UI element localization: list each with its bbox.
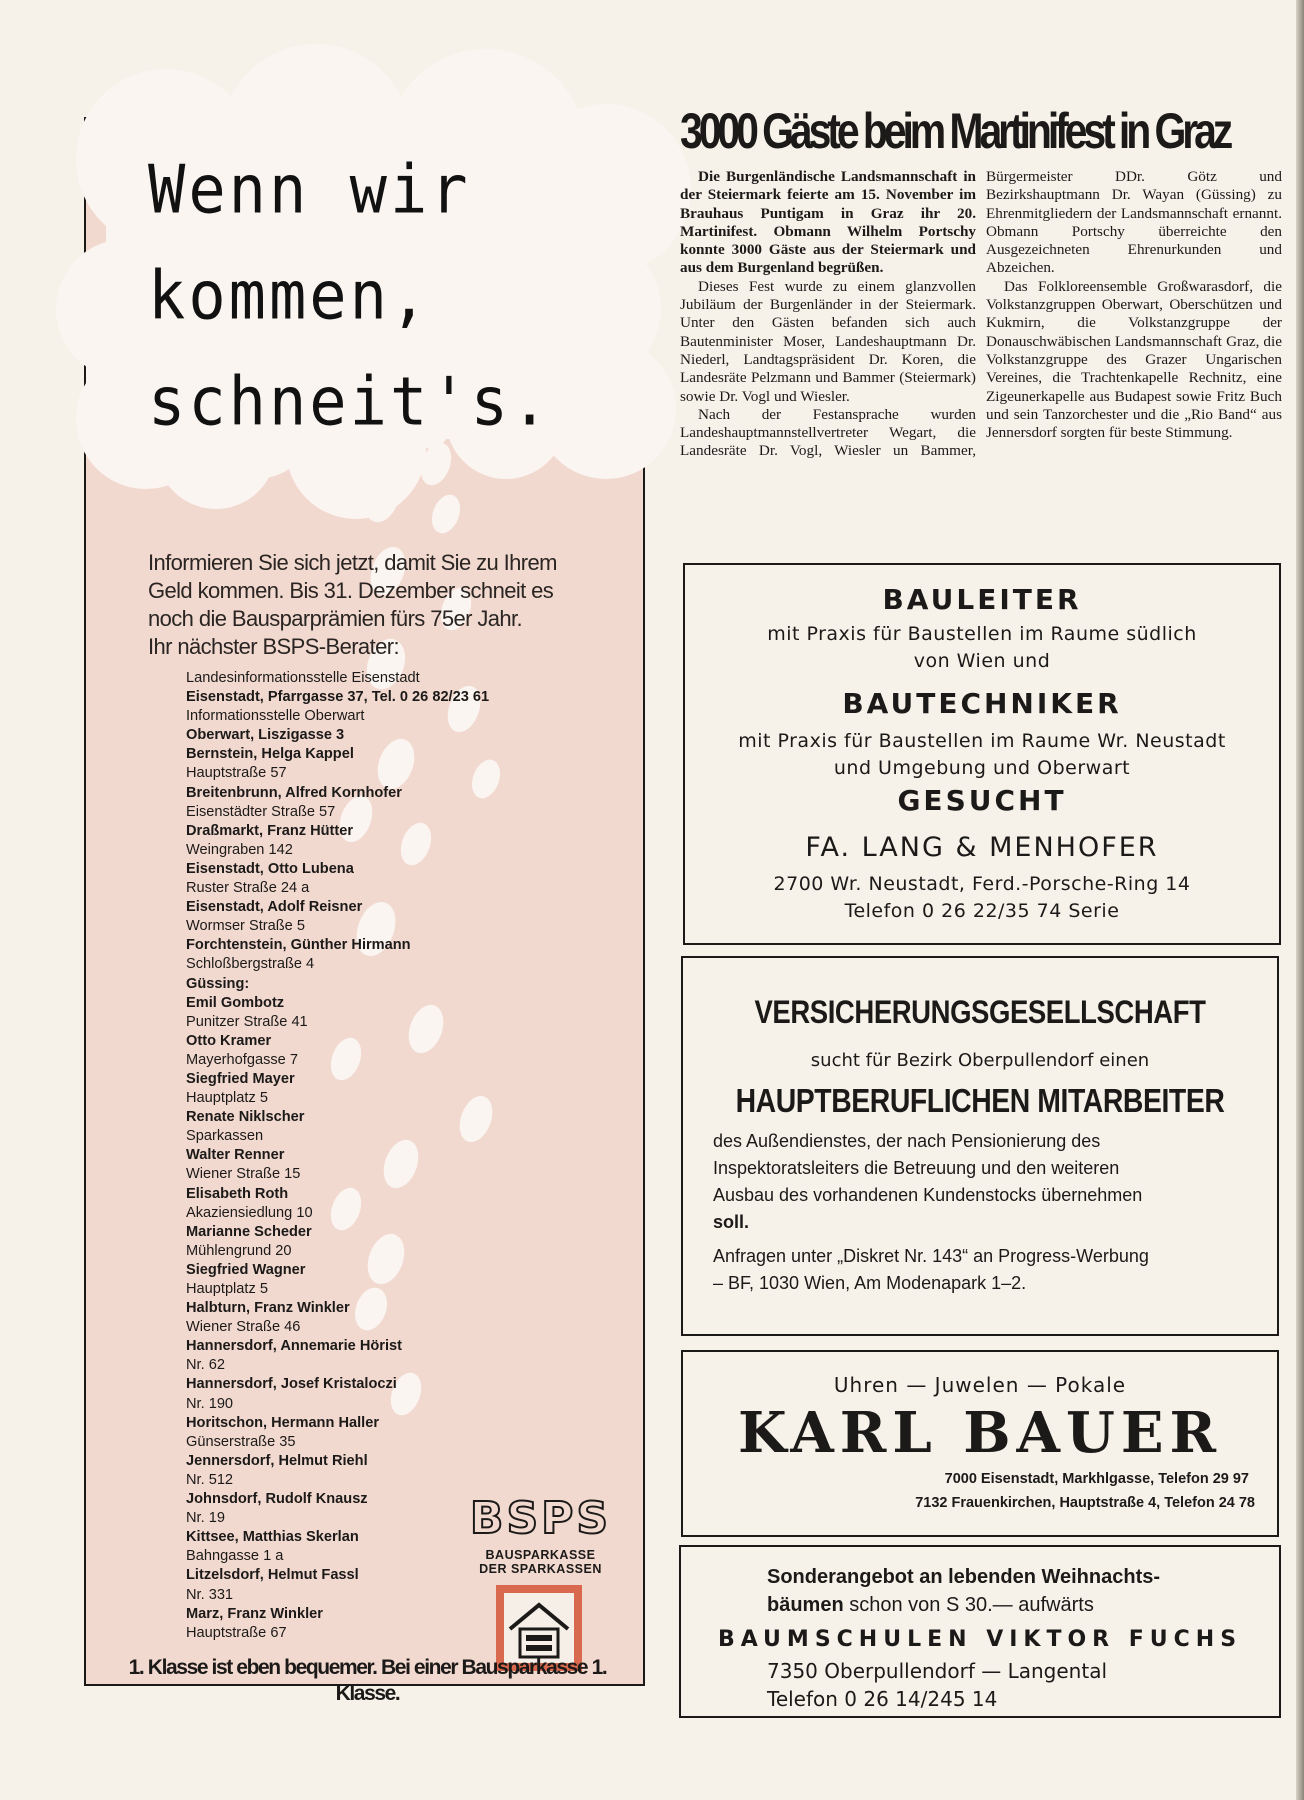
- bsps-logo-sub-line-1: BAUSPARKASSE: [485, 1548, 596, 1562]
- ad-baumschulen-fuchs: [679, 1545, 1281, 1718]
- advisor-entry: Bernstein, Helga Kappel: [186, 746, 354, 763]
- fuchs-offer-word: bäumen: [767, 1594, 844, 1616]
- ad-intro-text: Informieren Sie sich jetzt, damit Sie zu Ihrem Geld kommen. Bis 31. Dezember schneit es noch die Bausparprämien fürs 75er Jahr. Ihr nächster BSPS-Berater:: [148, 550, 557, 659]
- advisor-entry: Siegfried Mayer: [186, 1070, 295, 1087]
- company-name: FA. LANG & MENHOFER: [805, 832, 1159, 863]
- advisor-entry: Hannersdorf, Annemarie Hörist: [186, 1338, 402, 1355]
- ad-headline: Wenn wir kommen, schneit's.: [148, 149, 552, 441]
- advisor-entry: Mayerhofgasse 7: [186, 1051, 298, 1068]
- advisor-entry: Eisenstadt, Pfarrgasse 37, Tel. 0 26 82/23 61: [186, 689, 490, 706]
- ad-slogan: 1. Klasse ist eben bequemer. Bei einer Bausparkasse 1. Klasse.: [128, 1656, 607, 1705]
- advisor-entry: Nr. 512: [186, 1471, 234, 1488]
- advisor-entry: Forchtenstein, Günther Hirmann: [186, 937, 411, 954]
- job-ad-versicherung: [681, 956, 1279, 1336]
- versicherung-desc-1: des Außendienstes, der nach Pensionierung des: [713, 1131, 1101, 1151]
- advisor-entry: Eisenstadt, Adolf Reisner: [186, 899, 363, 916]
- advisor-entry: Hauptplatz 5: [186, 1281, 268, 1297]
- bauleiter-desc-2: von Wien und: [913, 650, 1051, 672]
- bsps-logo-word: BSPS: [469, 1493, 612, 1544]
- advisor-entry: Emil Gombotz: [186, 994, 285, 1011]
- advisor-entry: Hauptplatz 5: [186, 1090, 268, 1107]
- bautechniker-desc-1: mit Praxis für Baustellen im Raume Wr. Neustadt: [738, 730, 1226, 752]
- fuchs-offer-price: schon von S 30.— aufwärts: [843, 1594, 1094, 1616]
- bsps-logo-sub-line-2: DER SPARKASSEN: [479, 1562, 602, 1576]
- advisor-entry: Breitenbrunn, Alfred Kornhofer: [186, 784, 402, 801]
- advisor-entry: Günserstraße 35: [186, 1433, 296, 1450]
- bsps-advertisement: [84, 117, 645, 1705]
- advisor-entry: Jennersdorf, Helmut Riehl: [186, 1452, 368, 1469]
- fuchs-offer-line-1: Sonderangebot an lebenden Weihnachts-: [767, 1566, 1161, 1588]
- advisor-entry: Kittsee, Matthias Skerlan: [186, 1529, 359, 1546]
- advisor-entry: Otto Kramer: [186, 1032, 272, 1049]
- versicherung-heading: VERSICHERUNGSGESELLSCHAFT: [754, 994, 1206, 1030]
- advisor-entry: Ruster Straße 24 a: [186, 880, 310, 897]
- versicherung-desc-4: soll.: [713, 1212, 750, 1232]
- bauer-address-1: 7000 Eisenstadt, Markhlgasse, Telefon 29 97: [944, 1471, 1249, 1487]
- advisor-entry: Sparkassen: [186, 1128, 264, 1145]
- bauer-name: KARL BAUER: [737, 1400, 1223, 1466]
- advisor-entry: Marianne Scheder: [186, 1223, 312, 1240]
- advisor-entry: Oberwart, Liszigasse 3: [186, 727, 345, 744]
- advisor-list: [186, 669, 490, 1643]
- versicherung-desc-3: Ausbau des vorhandenen Kundenstocks übernehmen: [713, 1185, 1143, 1205]
- article-paragraph-1: Dieses Fest wurde zu einem glanzvollen Jubiläum der Burgenländer in der Steiermark. Unter den Gästen befanden sich auch Bautenminister Moser, Landeshauptmann Dr. Niederl, Landtagspräsident Dr. Koren, die Landesräte Pelzmann und Bammer (Steiermark) sowie Dr. Vogl und Wiesler.: [680, 277, 976, 405]
- advisor-entry: Horitschon, Hermann Haller: [186, 1414, 380, 1431]
- bauleiter-desc-1: mit Praxis für Baustellen im Raume südlich: [767, 623, 1197, 645]
- advisor-entry: Nr. 19: [186, 1510, 225, 1527]
- advisor-entry: Draßmarkt, Franz Hütter: [186, 822, 354, 839]
- versicherung-contact-1: Anfragen unter „Diskret Nr. 143“ an Progress-Werbung: [713, 1246, 1149, 1266]
- bautechniker-desc-2: und Umgebung und Oberwart: [833, 757, 1131, 779]
- advisor-entry: Wiener Straße 15: [186, 1166, 301, 1183]
- article-body: [680, 168, 1282, 550]
- advisor-entry: Elisabeth Roth: [186, 1185, 289, 1202]
- advisor-entry: Hannersdorf, Josef Kristaloczi: [186, 1376, 397, 1393]
- fuchs-company-name: BAUMSCHULEN VIKTOR FUCHS: [717, 1627, 1243, 1652]
- job-ad-bauleiter: [683, 563, 1281, 945]
- advisor-entry: Johnsdorf, Rudolf Knausz: [186, 1491, 368, 1508]
- job-title-bauleiter: BAULEITER: [882, 583, 1082, 616]
- versicherung-description: [713, 1128, 1258, 1236]
- advisor-entry: Wiener Straße 46: [186, 1319, 301, 1336]
- advisor-entry: Mühlengrund 20: [186, 1242, 292, 1259]
- company-phone: Telefon 0 26 22/35 74 Serie: [844, 900, 1120, 922]
- advisor-entry: Hauptstraße 67: [186, 1624, 287, 1641]
- advisor-entry: Nr. 331: [186, 1586, 234, 1603]
- article-title: 3000 Gäste beim Martinifest in Graz: [680, 103, 1230, 159]
- fuchs-offer-line-2: [767, 1591, 1094, 1619]
- advisor-entry: Informationsstelle Oberwart: [186, 708, 365, 725]
- versicherung-desc-2: Inspektoratsleiters die Betreuung und den weiteren: [713, 1158, 1120, 1178]
- advisor-entry: Renate Niklscher: [186, 1109, 305, 1126]
- advisor-entry: Siegfried Wagner: [186, 1261, 306, 1278]
- bsps-logo: [458, 1494, 623, 1664]
- job-title-bautechniker: BAUTECHNIKER: [842, 687, 1122, 720]
- advisor-entry: Walter Renner: [186, 1147, 285, 1164]
- company-address: 2700 Wr. Neustadt, Ferd.-Porsche-Ring 14: [773, 873, 1191, 895]
- page-edge: [1296, 0, 1304, 1800]
- advisor-entry: Nr. 62: [186, 1357, 225, 1374]
- versicherung-contact-2: – BF, 1030 Wien, Am Modenapark 1–2.: [713, 1273, 1027, 1293]
- advisor-entry: Eisenstädter Straße 57: [186, 803, 336, 820]
- advisor-entry: Litzelsdorf, Helmut Fassl: [186, 1567, 359, 1584]
- bsps-logo-subtitle: [458, 1548, 623, 1576]
- advisor-entry: Weingraben 142: [186, 841, 293, 858]
- advisor-entry: Nr. 190: [186, 1395, 234, 1412]
- advisor-entry: Bahngasse 1 a: [186, 1548, 284, 1565]
- advisor-entry: Punitzer Straße 41: [186, 1013, 308, 1030]
- advisor-entry: Schloßbergstraße 4: [186, 956, 315, 973]
- bauer-tagline: Uhren — Juwelen — Pokale: [833, 1373, 1127, 1397]
- advisor-entry: Güssing:: [186, 975, 250, 992]
- advisor-entry: Wormser Straße 5: [186, 918, 305, 935]
- article-paragraph-3: Das Folkloreensemble Großwarasdorf, die Volkstanzgruppen Oberwart, Oberschützen und Kukmirn, die Volkstanzgruppe der Donauschwäbischen Landsmannschaft Graz, die Volkstanzgruppe des Grazer Ungarischen Vereines, die Trachtenkapelle Rechnitz, eine Zigeunerkapelle aus Budapest sowie Fritz Buch und sein Tanzorchester und die „Rio Band“ aus Jennersdorf sorgten für beste Stimmung.: [986, 277, 1282, 442]
- advisor-entry: Akaziensiedlung 10: [186, 1204, 313, 1221]
- advisor-entry: Eisenstadt, Otto Lubena: [186, 860, 354, 877]
- gesucht-heading: GESUCHT: [897, 784, 1067, 817]
- advisor-entry: Landesinformationsstelle Eisenstadt: [186, 670, 420, 686]
- fuchs-address: 7350 Oberpullendorf — Langental: [767, 1659, 1107, 1683]
- article-lead: Die Burgenländische Landsmannschaft in der Steiermark feierte am 15. November im Brauhaus Puntigam in Graz ihr 20. Martinifest. Obmann Wilhelm Portschy konnte 3000 Gäste aus der Steiermark und aus dem Burgenland begrüßen.: [680, 168, 976, 277]
- bauer-address-2: 7132 Frauenkirchen, Hauptstraße 4, Telefon 24 78: [915, 1495, 1255, 1511]
- advisor-entry: Hauptstraße 57: [186, 765, 287, 782]
- advisor-entry: Marz, Franz Winkler: [186, 1605, 323, 1622]
- fuchs-phone: Telefon 0 26 14/245 14: [767, 1687, 998, 1711]
- versicherung-contact: [713, 1243, 1258, 1297]
- ad-karl-bauer: [681, 1350, 1279, 1537]
- article-paragraph-2: Nach der Festansprache wurden Landeshauptmannstellvertreter Wegart, die Landesräte Dr. Vogl, Wiesler un Bammer, Bürgermeister DDr. Götz und Bezirkshauptmann Dr. Wayan (Güssing) zu Ehrenmitgliedern der Landsmannschaft ernannt. Obmann Portschy überreichte den Ausgezeichneten Ehrenurkunden und Abzeichen.: [680, 168, 1282, 460]
- advisor-entry: Halbturn, Franz Winkler: [186, 1300, 350, 1317]
- versicherung-district: sucht für Bezirk Oberpullendorf einen: [810, 1050, 1150, 1071]
- versicherung-position: HAUPTBERUFLICHEN MITARBEITER: [735, 1082, 1225, 1119]
